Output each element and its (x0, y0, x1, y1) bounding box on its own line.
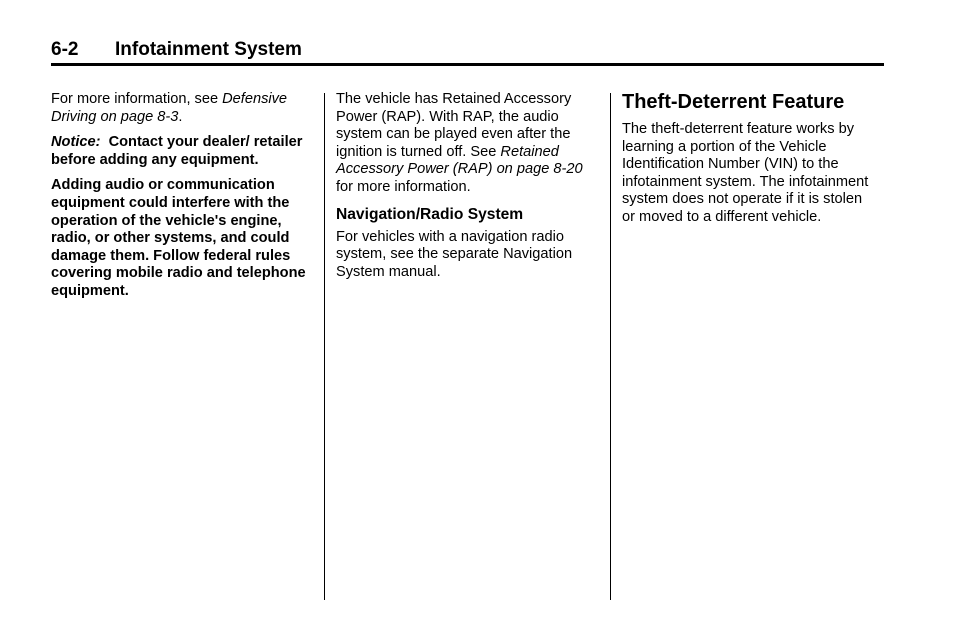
reference-end: . (178, 108, 183, 125)
column-middle (336, 91, 600, 289)
navigation-paragraph: For vehicles with a navigation radio system, see the separate Navigation System manual. (336, 228, 573, 280)
column-divider-left (324, 93, 325, 600)
defensive-driving-link[interactable]: Defensive Driving on page 8-3 (51, 91, 288, 125)
theft-deterrent-heading: Theft-Deterrent Feature (622, 91, 845, 113)
rap-lead: The vehicle has Retained Accessory Power (RAP). With RAP, the audio system can be played even after the ignition is turned off. See (336, 91, 572, 160)
page-number: 6-2 (51, 39, 79, 60)
notice-label: Notice: (51, 134, 101, 151)
header-rule (51, 63, 884, 66)
section-title: Infotainment System (115, 39, 302, 60)
rap-paragraph (336, 91, 600, 197)
page-header (51, 38, 884, 64)
reference-paragraph (51, 91, 313, 126)
rap-end: for more information. (336, 178, 471, 195)
rap-link[interactable]: Retained Accessory Power (RAP) on page 8-20 (336, 143, 583, 178)
warning-paragraph: Adding audio or communication equipment could interfere with the operation of the vehicle's engine, radio, or other systems, and could damage them. Follow federal rules covering mobile radio and telephone equipment. (51, 177, 306, 299)
theft-deterrent-paragraph: The theft-deterrent feature works by learning a portion of the Vehicle Identification Number (VIN) to the infotainment system. The infotainment system does not operate if it is stolen or moved to a different vehicle. (622, 121, 869, 225)
column-right (622, 90, 877, 235)
column-divider-right (610, 93, 611, 600)
navigation-radio-heading: Navigation/Radio System (336, 205, 524, 223)
notice-text: Contact your dealer/ retailer before adding any equipment. (51, 134, 303, 168)
notice-paragraph (51, 134, 313, 169)
reference-lead: For more information, see (51, 91, 223, 107)
column-left (51, 91, 313, 309)
